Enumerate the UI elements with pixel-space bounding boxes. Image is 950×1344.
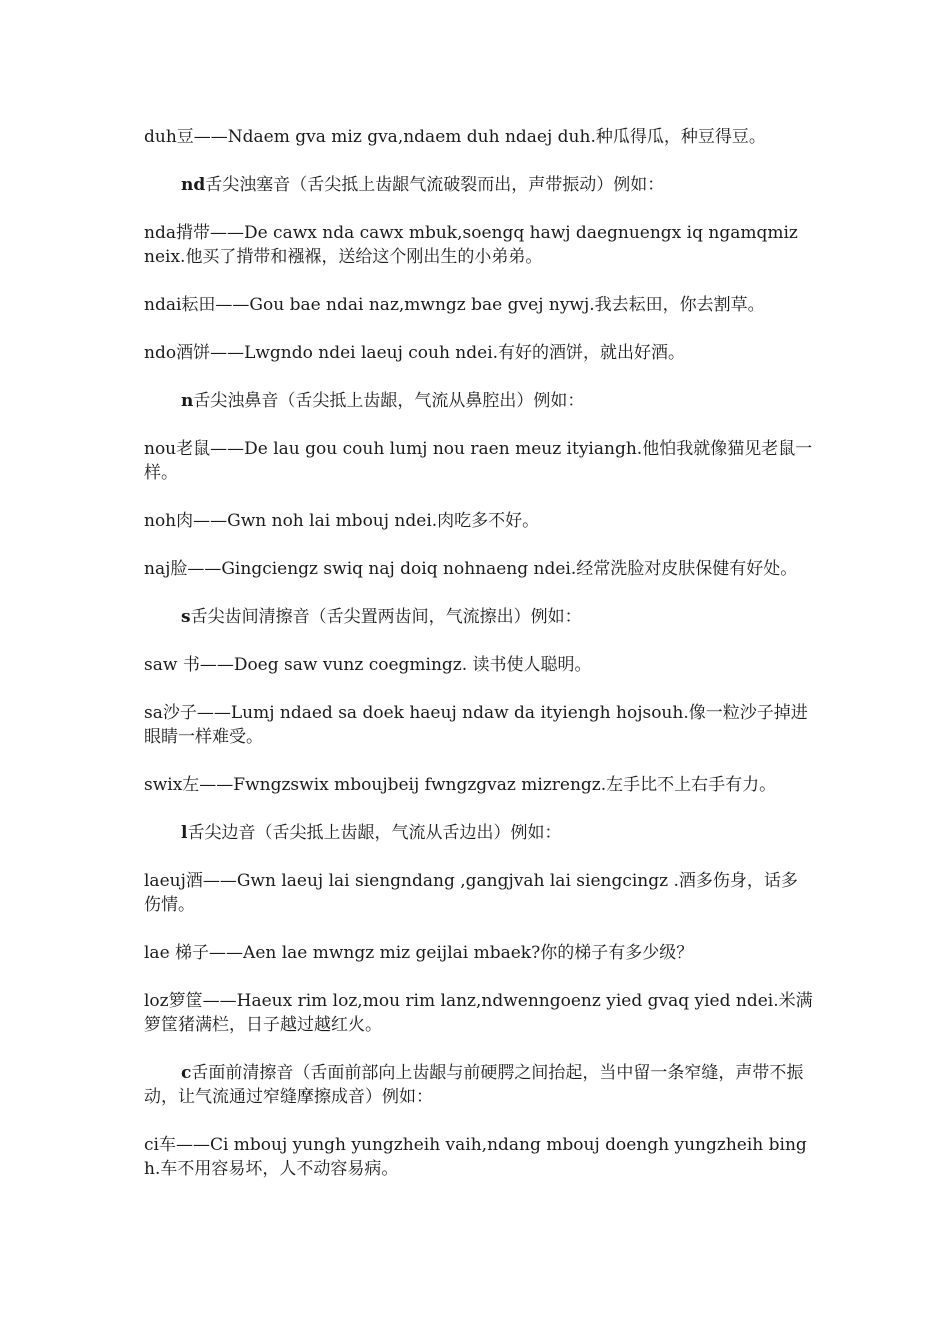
example-paragraph: nda揹带——De cawx nda cawx mbuk,soengq hawj daegnuengx iq ngamqmiz neix.他买了揹带和襁褓，送给这个刚出生的小弟弟。 — [144, 223, 798, 267]
section-heading — [144, 821, 814, 845]
example-paragraph: duh豆——Ndaem gva miz gva,ndaem duh ndaej duh.种瓜得瓜，种豆得豆。 — [144, 127, 766, 147]
example-paragraph: laeuj酒——Gwn laeuj lai siengndang ,gangjvah lai siengcingz .酒多伤身，话多伤情。 — [144, 871, 798, 915]
heading-text: 舌尖边音（舌尖抵上齿龈，气流从舌边出）例如： — [187, 823, 562, 843]
phoneme-label: c — [181, 1063, 192, 1083]
example-paragraph: ndai耘田——Gou bae ndai naz,mwngz bae gvej nywj.我去耘田，你去割草。 — [144, 295, 765, 315]
heading-text: 舌面前清擦音（舌面前部向上齿龈与前硬腭之间抬起，当中留一条窄缝，声带不振动，让气流通过窄缝摩擦成音）例如： — [144, 1063, 804, 1107]
example-paragraph: lae 梯子——Aen lae mwngz miz geijlai mbaek?你的梯子有多少级？ — [144, 943, 694, 963]
phoneme-label: nd — [181, 175, 206, 195]
phoneme-label: n — [181, 391, 194, 411]
example-paragraph: naj脸——Gingciengz swiq naj doiq nohnaeng ndei.经常洗脸对皮肤保健有好处。 — [144, 559, 798, 579]
section-heading — [144, 605, 814, 629]
example-paragraph: ndo酒饼——Lwgndo ndei laeuj couh ndei.有好的酒饼，就出好酒。 — [144, 343, 686, 363]
example-paragraph: loz箩筐——Haeux rim loz,mou rim lanz,ndwenngoenz yied gvaq yied ndei.米满箩筐猪满栏，日子越过越红火。 — [144, 991, 813, 1035]
example-paragraph: sa沙子——Lumj ndaed sa doek haeuj ndaw da ityiengh hojsouh.像一粒沙子掉进眼睛一样难受。 — [144, 703, 808, 747]
phoneme-label: s — [181, 607, 191, 627]
heading-text: 舌尖浊鼻音（舌尖抵上齿龈，气流从鼻腔出）例如： — [193, 391, 585, 411]
section-heading — [144, 389, 814, 413]
section-heading — [144, 1061, 814, 1109]
phoneme-label: l — [181, 823, 188, 843]
heading-text: 舌尖齿间清擦音（舌尖置两齿间，气流擦出）例如： — [190, 607, 582, 627]
example-paragraph: ci车——Ci mbouj yungh yungzheih vaih,ndang mbouj doengh yungzheih bingh.车不用容易坏，人不动容易病。 — [144, 1135, 807, 1179]
document-page — [144, 125, 814, 1205]
heading-text: 舌尖浊塞音（舌尖抵上齿龈气流破裂而出，声带振动）例如： — [205, 175, 665, 195]
example-paragraph: nou老鼠——De lau gou couh lumj nou raen meuz ityiangh.他怕我就像猫见老鼠一样。 — [144, 439, 813, 483]
example-paragraph: saw 书——Doeg saw vunz coegmingz. 读书使人聪明。 — [144, 655, 592, 675]
example-paragraph: noh肉——Gwn noh lai mbouj ndei.肉吃多不好。 — [144, 511, 540, 531]
example-paragraph: swix左——Fwngzswix mboujbeij fwngzgvaz mizrengz.左手比不上右手有力。 — [144, 775, 777, 795]
section-heading — [144, 173, 814, 197]
